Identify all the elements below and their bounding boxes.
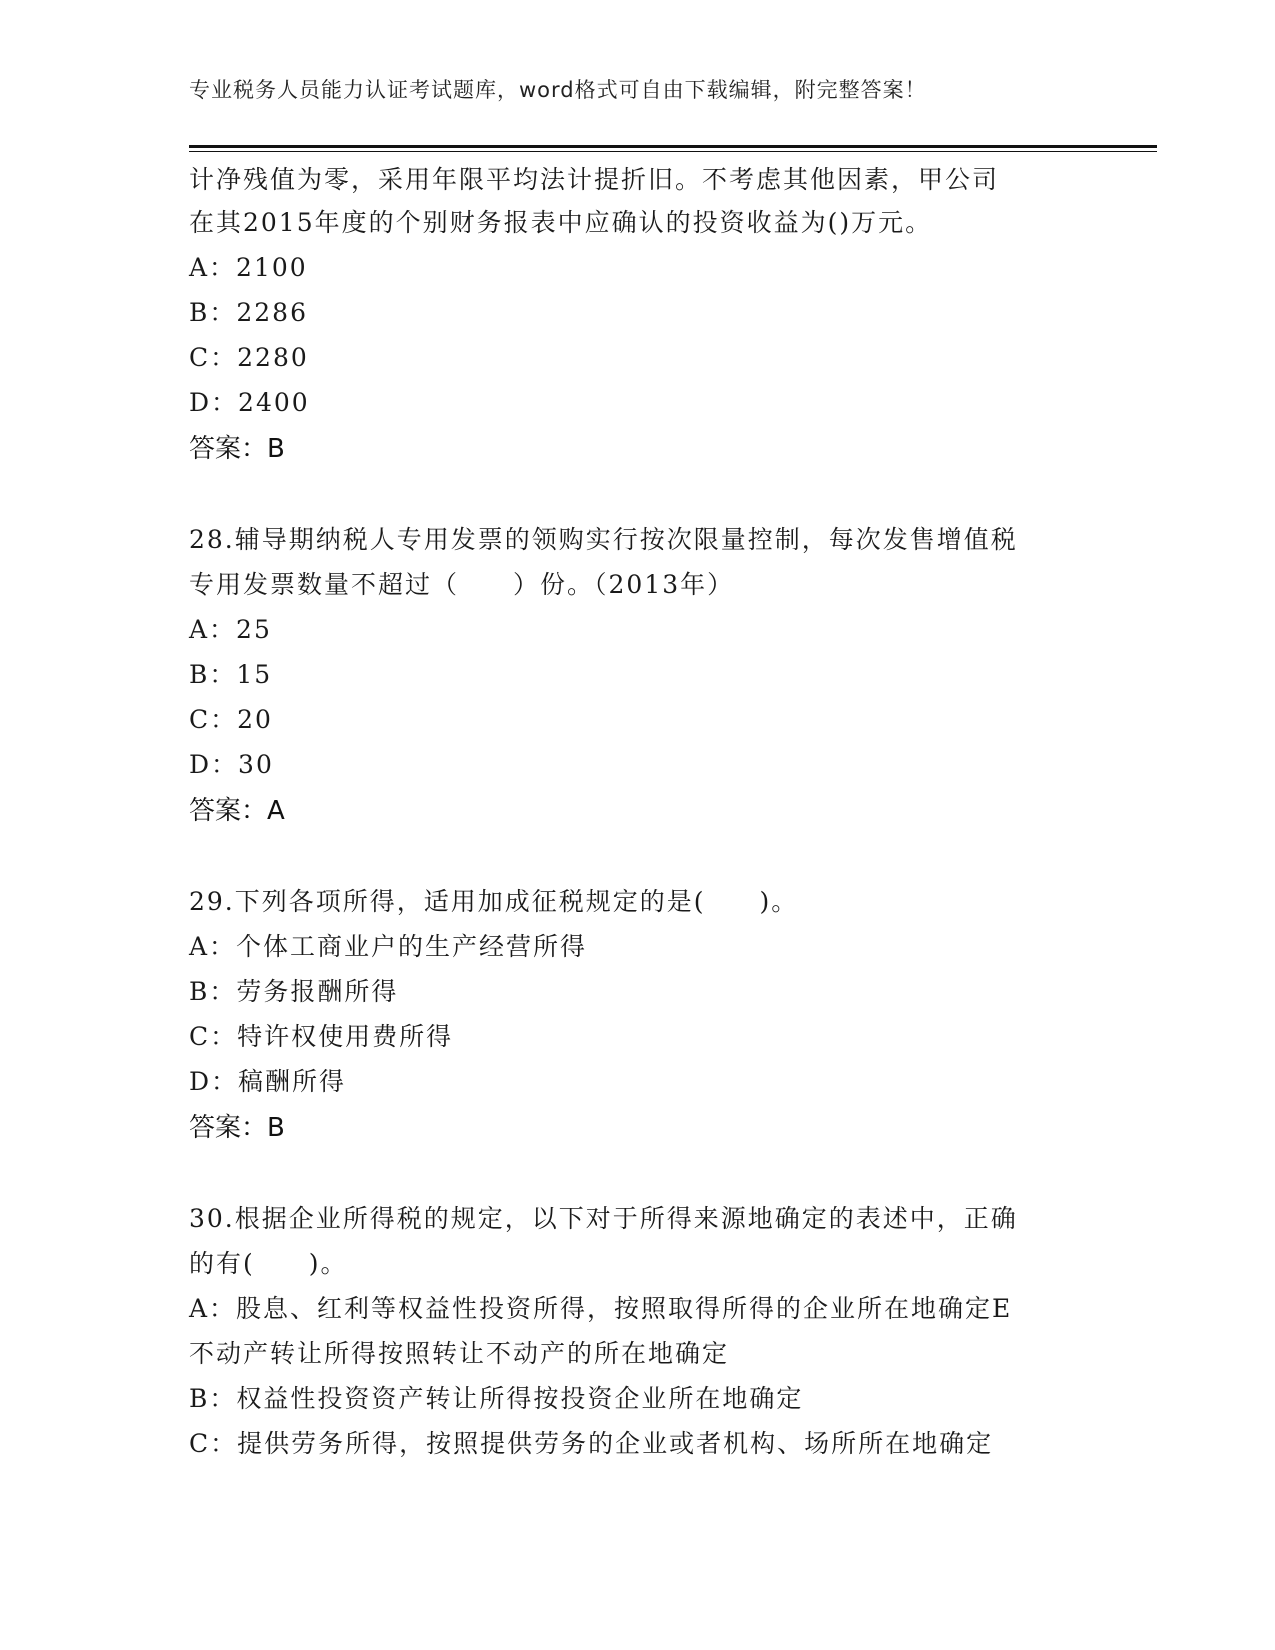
- q28-answer: 答案：A: [189, 796, 285, 826]
- q28-option-b: B：15: [189, 660, 273, 689]
- q27-stem-line-2: 在其2015年度的个别财务报表中应确认的投资收益为()万元。: [189, 208, 933, 237]
- q27-option-c: C：2280: [189, 343, 309, 372]
- q27-option-a: A：2100: [189, 253, 308, 282]
- q29-option-c: C：特许权使用费所得: [189, 1022, 454, 1051]
- q28-option-d: D：30: [189, 750, 274, 779]
- q27-option-b: B：2286: [189, 298, 308, 327]
- q28-stem-line-2: 专用发票数量不超过（ ）份。（2013年）: [189, 570, 735, 599]
- q30-option-a-line-2: 不动产转让所得按照转让不动产的所在地确定: [189, 1339, 730, 1368]
- q29-answer: 答案：B: [189, 1113, 285, 1143]
- q29-option-a: A：个体工商业户的生产经营所得: [189, 932, 588, 961]
- q30-stem-line-2: 的有( )。: [189, 1249, 348, 1278]
- q30-option-a-line-1: A：股息、红利等权益性投资所得，按照取得所得的企业所在地确定E: [189, 1294, 1013, 1323]
- q28-stem-line-1: 28.辅导期纳税人专用发票的领购实行按次限量控制，每次发售增值税: [189, 525, 1018, 554]
- q29-option-d: D：稿酬所得: [189, 1067, 347, 1096]
- q30-stem-line-1: 30.根据企业所得税的规定，以下对于所得来源地确定的表述中，正确: [189, 1204, 1018, 1233]
- q29-stem-line-1: 29.下列各项所得，适用加成征税规定的是( )。: [189, 887, 799, 916]
- q30-option-b: B：权益性投资资产转让所得按投资企业所在地确定: [189, 1384, 804, 1413]
- q27-answer: 答案：B: [189, 434, 285, 464]
- q30-option-c: C：提供劳务所得，按照提供劳务的企业或者机构、场所所在地确定: [189, 1429, 994, 1458]
- page-header: 专业税务人员能力认证考试题库，word格式可自由下载编辑，附完整答案！: [189, 78, 927, 102]
- q28-option-a: A：25: [189, 615, 272, 644]
- header-rule-thin: [189, 151, 1157, 152]
- q27-option-d: D：2400: [189, 388, 310, 417]
- q29-option-b: B：劳务报酬所得: [189, 977, 399, 1006]
- q27-stem-line-1: 计净残值为零，采用年限平均法计提折旧。不考虑其他因素，甲公司: [189, 165, 1000, 194]
- q28-option-c: C：20: [189, 705, 273, 734]
- header-rule-thick: [189, 145, 1157, 148]
